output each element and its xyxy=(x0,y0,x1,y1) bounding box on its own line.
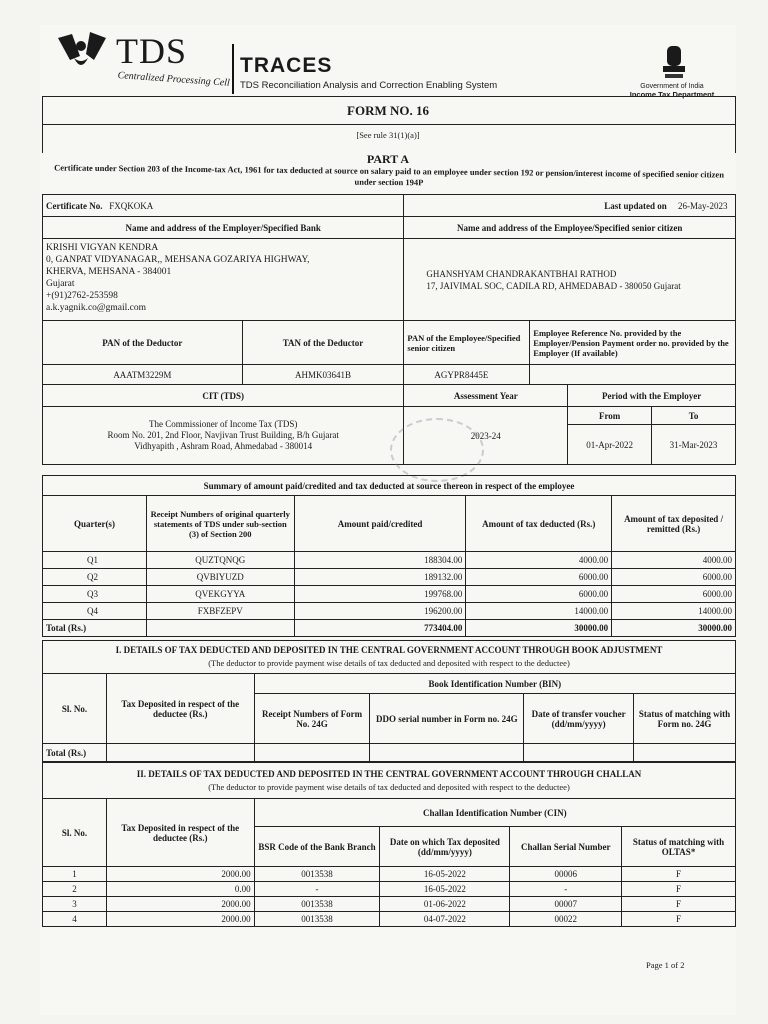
employer-address xyxy=(43,239,404,321)
assessment-year-value: 2023-24 xyxy=(404,407,568,465)
cit-line: Vidhyapith , Ashram Road, Ahmedabad - 380014 xyxy=(134,441,313,451)
goi-line1: Government of India xyxy=(640,83,704,90)
national-emblem-icon xyxy=(658,44,690,82)
header-divider xyxy=(232,44,234,94)
serial-cell: 00006 xyxy=(510,867,622,882)
serial-cell: - xyxy=(510,882,622,897)
paid-cell: 196200.00 xyxy=(294,603,466,620)
table-row xyxy=(43,897,736,912)
date-cell: 16-05-2022 xyxy=(380,882,510,897)
bsr-cell: 0013538 xyxy=(254,867,380,882)
table-row xyxy=(43,603,736,620)
certificate-no-value: FXQKOKA xyxy=(109,200,154,211)
employer-line: KHERVA, MEHSANA - 384001 xyxy=(46,267,172,277)
deducted-cell: 4000.00 xyxy=(466,552,612,569)
goi-line2: Income Tax Department xyxy=(629,90,715,99)
section2-tax-label: Tax Deposited in respect of the deductee (Rs.) xyxy=(106,799,254,867)
certificate-no-label: Certificate No. xyxy=(46,200,103,211)
sl-cell: 4 xyxy=(43,912,107,927)
period-label: Period with the Employer xyxy=(568,385,736,407)
deposited-cell: 6000.00 xyxy=(612,569,736,586)
assessment-year-label: Assessment Year xyxy=(404,385,568,407)
section1-bin-label: Book Identification Number (BIN) xyxy=(254,674,735,694)
receipt-cell: QVBIYUZD xyxy=(146,569,294,586)
to-label: To xyxy=(652,407,736,425)
cit-address xyxy=(43,407,404,465)
tan-deductor-value: AHMK03641B xyxy=(242,365,404,385)
form-number: FORM NO. 16 xyxy=(347,103,429,118)
pan-employee-label: PAN of the Employee/Specified senior citizen xyxy=(404,321,530,365)
paid-cell: 188304.00 xyxy=(294,552,466,569)
date-cell: 16-05-2022 xyxy=(380,867,510,882)
status-cell: F xyxy=(622,867,736,882)
section2-col-status: Status of matching with OLTAS* xyxy=(622,827,736,867)
summary-col-paid: Amount paid/credited xyxy=(294,496,466,552)
summary-col-quarter: Quarter(s) xyxy=(43,496,147,552)
summary-col-receipt: Receipt Numbers of original quarterly statements of TDS under sub-section (3) of Section 200 xyxy=(146,496,294,552)
section2-col-serial: Challan Serial Number xyxy=(510,827,622,867)
deducted-cell: 14000.00 xyxy=(466,603,612,620)
section1-col-ddo: DDO serial number in Form no. 24G xyxy=(370,694,524,744)
certificate-no-cell xyxy=(43,195,404,217)
last-updated-label: Last updated on xyxy=(604,200,667,211)
part-title: PART A xyxy=(366,152,410,166)
serial-cell: 00007 xyxy=(510,897,622,912)
receipt-cell: QUZTQNQG xyxy=(146,552,294,569)
employee-ref-label: Employee Reference No. provided by the Employer/Pension Payment order no. provided by the Employer (If available) xyxy=(530,321,736,365)
section1-tax-label: Tax Deposited in respect of the deductee (Rs.) xyxy=(106,674,254,744)
summary-total-row xyxy=(43,620,736,637)
quarter-cell: Q3 xyxy=(43,586,147,603)
cit-label: CIT (TDS) xyxy=(43,385,404,407)
section1-col-receipt: Receipt Numbers of Form No. 24G xyxy=(254,694,370,744)
quarter-cell: Q4 xyxy=(43,603,147,620)
period-to-value: 31-Mar-2023 xyxy=(652,425,736,465)
section1-subtitle: (The deductor to provide payment wise details of tax deducted and deposited with respect to the deductee) xyxy=(208,658,570,668)
serial-cell: 00022 xyxy=(510,912,622,927)
summary-total-paid: 773404.00 xyxy=(294,620,466,637)
cit-line: The Commissioner of Income Tax (TDS) xyxy=(148,419,298,429)
tax-cell: 2000.00 xyxy=(106,897,254,912)
summary-total-deducted: 30000.00 xyxy=(466,620,612,637)
employer-line: +(91)2762-253598 xyxy=(46,291,118,301)
employee-header: Name and address of the Employee/Specified senior citizen xyxy=(404,217,736,239)
traces-subtitle: TDS Reconciliation Analysis and Correction Enabling System xyxy=(240,80,498,91)
page-number: Page 1 of 2 xyxy=(646,960,685,970)
deposited-cell: 6000.00 xyxy=(612,586,736,603)
table-row xyxy=(43,867,736,882)
employer-line: Gujarat xyxy=(46,279,75,289)
quarter-cell: Q1 xyxy=(43,552,147,569)
sl-cell: 3 xyxy=(43,897,107,912)
bsr-cell: 0013538 xyxy=(254,912,380,927)
section1-col-date: Date of transfer voucher (dd/mm/yyyy) xyxy=(524,694,634,744)
tan-deductor-label: TAN of the Deductor xyxy=(242,321,404,365)
table-row xyxy=(43,912,736,927)
status-cell: F xyxy=(622,897,736,912)
summary-col-deducted: Amount of tax deducted (Rs.) xyxy=(466,496,612,552)
sl-cell: 2 xyxy=(43,882,107,897)
summary-total-deposited: 30000.00 xyxy=(612,620,736,637)
status-cell: F xyxy=(622,912,736,927)
summary-table xyxy=(42,475,736,637)
employee-line: GHANSHYAM CHANDRAKANTBHAI RATHOD xyxy=(426,268,617,279)
section1-total-label: Total (Rs.) xyxy=(43,744,107,762)
deducted-cell: 6000.00 xyxy=(466,586,612,603)
table-row xyxy=(43,569,736,586)
section2-cin-label: Challan Identification Number (CIN) xyxy=(254,799,735,827)
table-row xyxy=(43,552,736,569)
employee-ref-value xyxy=(530,365,736,385)
challan-table xyxy=(42,762,736,927)
traces-title: TRACES xyxy=(240,54,333,77)
sl-cell: 1 xyxy=(43,867,107,882)
pan-deductor-label: PAN of the Deductor xyxy=(43,321,243,365)
summary-total-label: Total (Rs.) xyxy=(43,620,147,637)
deducted-cell: 6000.00 xyxy=(466,569,612,586)
deposited-cell: 4000.00 xyxy=(612,552,736,569)
receipt-cell: QVEKGYYA xyxy=(146,586,294,603)
quarter-cell: Q2 xyxy=(43,569,147,586)
book-adjustment-table xyxy=(42,640,736,762)
faded-stamp xyxy=(390,418,484,482)
employer-header: Name and address of the Employer/Specified Bank xyxy=(43,217,404,239)
section1-sl-label: Sl. No. xyxy=(43,674,107,744)
paid-cell: 199768.00 xyxy=(294,586,466,603)
form-rule: [See rule 31(1)(a)] xyxy=(356,130,420,140)
section2-title: II. DETAILS OF TAX DEDUCTED AND DEPOSITED IN THE CENTRAL GOVERNMENT ACCOUNT THROUGH CHALLAN xyxy=(136,768,642,779)
employee-line: 17, JAIVIMAL SOC, CADILA RD, AHMEDABAD - 380050 Gujarat xyxy=(426,280,681,291)
period-from-value: 01-Apr-2022 xyxy=(568,425,652,465)
table-row xyxy=(43,882,736,897)
table-row xyxy=(43,586,736,603)
section1-col-status: Status of matching with Form no. 24G xyxy=(634,694,736,744)
summary-col-deposited: Amount of tax deposited / remitted (Rs.) xyxy=(612,496,736,552)
receipt-cell: FXBFZEPV xyxy=(146,603,294,620)
employer-line: a.k.yagnik.co@gmail.com xyxy=(46,303,147,313)
section2-subtitle: (The deductor to provide payment wise details of tax deducted and deposited with respect to the deductee) xyxy=(208,781,570,792)
cit-line: Room No. 201, 2nd Floor, Navjivan Trust Building, B/h Gujarat xyxy=(107,430,339,440)
summary-title: Summary of amount paid/credited and tax deducted at source thereon in respect of the employee xyxy=(43,476,736,496)
section2-col-bsr: BSR Code of the Bank Branch xyxy=(254,827,380,867)
certificate-table xyxy=(42,194,736,465)
tax-cell: 0.00 xyxy=(106,882,254,897)
deposited-cell: 14000.00 xyxy=(612,603,736,620)
last-updated-cell xyxy=(404,195,736,217)
pan-employee-value: AGYPR8445E xyxy=(404,365,530,385)
bsr-cell: 0013538 xyxy=(254,897,380,912)
section1-title: I. DETAILS OF TAX DEDUCTED AND DEPOSITED IN THE CENTRAL GOVERNMENT ACCOUNT THROUGH BOOK ADJUSTMENT xyxy=(115,645,663,655)
employee-address xyxy=(404,239,736,321)
tds-logo-text: TDS xyxy=(116,31,188,71)
employer-line: 0, GANPAT VIDYANAGAR,, MEHSANA GOZARIYA HIGHWAY, xyxy=(46,255,310,265)
section1-total-row xyxy=(43,744,736,762)
section2-col-date: Date on which Tax deposited (dd/mm/yyyy) xyxy=(380,827,510,867)
last-updated-value: 26-May-2023 xyxy=(678,200,728,211)
status-cell: F xyxy=(622,882,736,897)
paid-cell: 189132.00 xyxy=(294,569,466,586)
employer-line: KRISHI VIGYAN KENDRA xyxy=(46,243,159,253)
cpc-text: Centralized Processing Cell xyxy=(117,70,231,89)
from-label: From xyxy=(568,407,652,425)
title-divider xyxy=(42,124,736,125)
date-cell: 01-06-2022 xyxy=(380,897,510,912)
tds-logo-icon xyxy=(50,28,112,74)
pan-deductor-value: AAATM3229M xyxy=(43,365,243,385)
bsr-cell: - xyxy=(254,882,380,897)
date-cell: 04-07-2022 xyxy=(380,912,510,927)
section2-sl-label: Sl. No. xyxy=(43,799,107,867)
tax-cell: 2000.00 xyxy=(106,912,254,927)
tax-cell: 2000.00 xyxy=(106,867,254,882)
certificate-text: Certificate under Section 203 of the Income-tax Act, 1961 for tax deducted at source on salary paid to an employee under section 192 or pension/interest income of specified senior citizen under section 194P xyxy=(54,162,725,188)
